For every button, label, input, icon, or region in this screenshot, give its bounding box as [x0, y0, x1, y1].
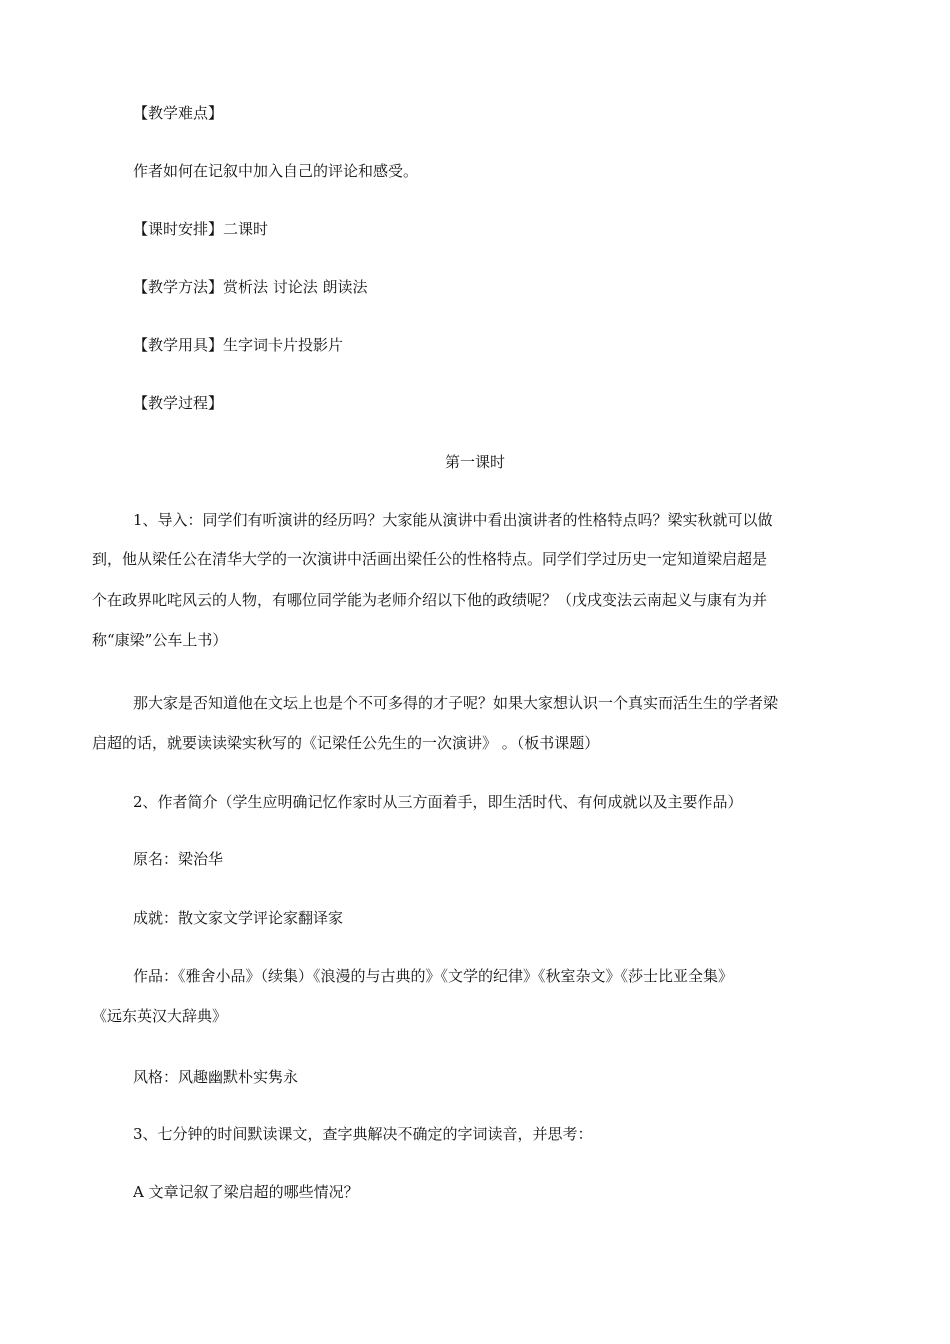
- teaching-difficulty-heading: 【教学难点】: [133, 104, 224, 122]
- intro-paragraph-line-3: 个在政界叱咤风云的人物，有哪位同学能为老师介绍以下他的政绩呢？（戊戌变法云南起义与康有为并: [92, 591, 768, 609]
- author-works-line-2: 《远东英汉大辞典》: [92, 1007, 228, 1025]
- class-schedule: 【课时安排】二课时: [133, 220, 269, 238]
- author-style: 风格：风趣幽默朴实隽永: [133, 1068, 299, 1086]
- reading-instruction: 3、七分钟的时间默读课文，查字典解决不确定的字词读音，并思考：: [133, 1125, 593, 1143]
- author-original-name: 原名：梁治华: [133, 850, 224, 868]
- teaching-methods: 【教学方法】赏析法 讨论法 朗读法: [133, 278, 368, 296]
- intro-paragraph-line-1: 1、导入：同学们有听演讲的经历吗？大家能从演讲中看出演讲者的性格特点吗？梁实秋就可以做: [133, 511, 773, 529]
- teaching-difficulty-text: 作者如何在记叙中加入自己的评论和感受。: [133, 162, 419, 180]
- intro-paragraph-line-4: 称“康梁”公车上书）: [92, 631, 228, 649]
- teaching-process-heading: 【教学过程】: [133, 394, 224, 412]
- intro-paragraph-line-2: 到，他从梁任公在清华大学的一次演讲中活画出梁任公的性格特点。同学们学过历史一定知道梁启超是: [92, 550, 768, 568]
- author-works-line-1: 作品：《雅舍小品》（续集）《浪漫的与古典的》《文学的纪律》《秋室杂文》《莎士比亚全集》: [133, 967, 734, 985]
- question-a: A 文章记叙了梁启超的哪些情况？: [133, 1183, 359, 1201]
- intro2-paragraph-line-2: 启超的话，就要读读梁实秋写的《记梁任公先生的一次演讲》 。（板书课题）: [92, 734, 600, 752]
- intro2-paragraph-line-1: 那大家是否知道他在文坛上也是个不可多得的才子呢？如果大家想认识一个真实而活生生的学者梁: [133, 694, 779, 712]
- author-intro-heading: 2、作者简介（学生应明确记忆作家时从三方面着手，即生活时代、有何成就以及主要作品）: [133, 793, 743, 811]
- lesson-title: 第一课时: [444, 453, 505, 471]
- author-achievements: 成就：散文家文学评论家翻译家: [133, 909, 344, 927]
- teaching-tools: 【教学用具】生字词卡片投影片: [133, 336, 344, 354]
